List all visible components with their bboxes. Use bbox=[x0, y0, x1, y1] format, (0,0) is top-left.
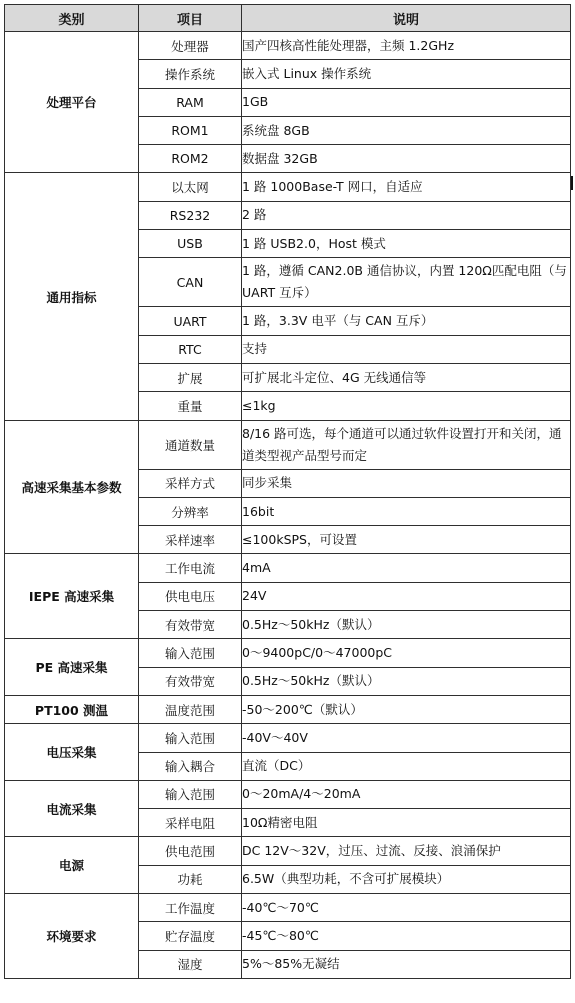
item-cell: 采样电阻 bbox=[139, 809, 242, 837]
category-cell: 高速采集基本参数 bbox=[5, 420, 139, 554]
item-cell: 供电电压 bbox=[139, 582, 242, 610]
category-cell: 通用指标 bbox=[5, 173, 139, 420]
description-cell: 0～9400pC/0～47000pC bbox=[242, 639, 571, 667]
description-cell: 24V bbox=[242, 582, 571, 610]
description-cell: 数据盘 32GB bbox=[242, 145, 571, 173]
item-cell: CAN bbox=[139, 258, 242, 307]
item-cell: 工作电流 bbox=[139, 554, 242, 582]
table-row bbox=[5, 32, 571, 60]
item-cell: UART bbox=[139, 307, 242, 335]
header-category: 类别 bbox=[5, 5, 139, 32]
description-cell: DC 12V～32V，过压、过流、反接、浪涌保护 bbox=[242, 837, 571, 865]
table-row bbox=[5, 554, 571, 582]
table-row bbox=[5, 837, 571, 865]
category-cell: 处理平台 bbox=[5, 32, 139, 173]
description-cell: 1GB bbox=[242, 88, 571, 116]
table-row bbox=[5, 894, 571, 922]
table-row bbox=[5, 695, 571, 723]
description-cell: 8/16 路可选，每个通道可以通过软件设置打开和关闭，通道类型视产品型号而定 bbox=[242, 420, 571, 469]
description-cell: 4mA bbox=[242, 554, 571, 582]
item-cell: RAM bbox=[139, 88, 242, 116]
description-cell: 5%～85%无凝结 bbox=[242, 950, 571, 978]
description-cell: 1 路 1000Base-T 网口，自适应 bbox=[242, 173, 571, 201]
table-row bbox=[5, 420, 571, 469]
item-cell: 操作系统 bbox=[139, 60, 242, 88]
item-cell: 温度范围 bbox=[139, 695, 242, 723]
item-cell: 通道数量 bbox=[139, 420, 242, 469]
description-cell: ≤100kSPS，可设置 bbox=[242, 526, 571, 554]
spec-table bbox=[4, 4, 571, 979]
item-cell: 采样速率 bbox=[139, 526, 242, 554]
description-cell: 1 路，遵循 CAN2.0B 通信协议，内置 120Ω匹配电阻（与 UART 互斥） bbox=[242, 258, 571, 307]
spec-table-body bbox=[5, 32, 571, 979]
item-cell: 有效带宽 bbox=[139, 667, 242, 695]
item-cell: 输入范围 bbox=[139, 724, 242, 752]
category-cell: 电压采集 bbox=[5, 724, 139, 781]
item-cell: USB bbox=[139, 230, 242, 258]
description-cell: ≤1kg bbox=[242, 392, 571, 420]
table-row bbox=[5, 173, 571, 201]
item-cell: RS232 bbox=[139, 201, 242, 229]
header-item: 项目 bbox=[139, 5, 242, 32]
description-cell: 0～20mA/4～20mA bbox=[242, 780, 571, 808]
item-cell: 有效带宽 bbox=[139, 611, 242, 639]
item-cell: RTC bbox=[139, 335, 242, 363]
description-cell: 16bit bbox=[242, 497, 571, 525]
description-cell: 支持 bbox=[242, 335, 571, 363]
category-cell: 环境要求 bbox=[5, 894, 139, 979]
description-cell: -50～200℃（默认） bbox=[242, 695, 571, 723]
description-cell: 可扩展北斗定位、4G 无线通信等 bbox=[242, 363, 571, 391]
description-cell: 0.5Hz～50kHz（默认） bbox=[242, 611, 571, 639]
description-cell: -40V～40V bbox=[242, 724, 571, 752]
header-description: 说明 bbox=[242, 5, 571, 32]
item-cell: 供电范围 bbox=[139, 837, 242, 865]
item-cell: 湿度 bbox=[139, 950, 242, 978]
description-cell: 系统盘 8GB bbox=[242, 116, 571, 144]
item-cell: 分辨率 bbox=[139, 497, 242, 525]
description-cell: 1 路，3.3V 电平（与 CAN 互斥） bbox=[242, 307, 571, 335]
item-cell: 工作温度 bbox=[139, 894, 242, 922]
item-cell: 输入范围 bbox=[139, 780, 242, 808]
description-cell: 国产四核高性能处理器，主频 1.2GHz bbox=[242, 32, 571, 60]
category-cell: 电流采集 bbox=[5, 780, 139, 837]
description-cell: 0.5Hz～50kHz（默认） bbox=[242, 667, 571, 695]
item-cell: 重量 bbox=[139, 392, 242, 420]
item-cell: 功耗 bbox=[139, 865, 242, 893]
description-cell: -45℃～80℃ bbox=[242, 922, 571, 950]
item-cell: 以太网 bbox=[139, 173, 242, 201]
item-cell: 扩展 bbox=[139, 363, 242, 391]
item-cell: 采样方式 bbox=[139, 469, 242, 497]
category-cell: PE 高速采集 bbox=[5, 639, 139, 696]
description-cell: 1 路 USB2.0，Host 模式 bbox=[242, 230, 571, 258]
item-cell: 输入耦合 bbox=[139, 752, 242, 780]
item-cell: ROM1 bbox=[139, 116, 242, 144]
item-cell: 输入范围 bbox=[139, 639, 242, 667]
edge-mark bbox=[571, 176, 573, 190]
description-cell: 嵌入式 Linux 操作系统 bbox=[242, 60, 571, 88]
item-cell: ROM2 bbox=[139, 145, 242, 173]
description-cell: 直流（DC） bbox=[242, 752, 571, 780]
description-cell: -40℃～70℃ bbox=[242, 894, 571, 922]
table-row bbox=[5, 780, 571, 808]
category-cell: 电源 bbox=[5, 837, 139, 894]
header-row bbox=[5, 5, 571, 32]
item-cell: 贮存温度 bbox=[139, 922, 242, 950]
table-row bbox=[5, 724, 571, 752]
description-cell: 2 路 bbox=[242, 201, 571, 229]
description-cell: 6.5W（典型功耗，不含可扩展模块） bbox=[242, 865, 571, 893]
item-cell: 处理器 bbox=[139, 32, 242, 60]
table-row bbox=[5, 639, 571, 667]
description-cell: 同步采集 bbox=[242, 469, 571, 497]
description-cell: 10Ω精密电阻 bbox=[242, 809, 571, 837]
category-cell: PT100 测温 bbox=[5, 695, 139, 723]
category-cell: IEPE 高速采集 bbox=[5, 554, 139, 639]
